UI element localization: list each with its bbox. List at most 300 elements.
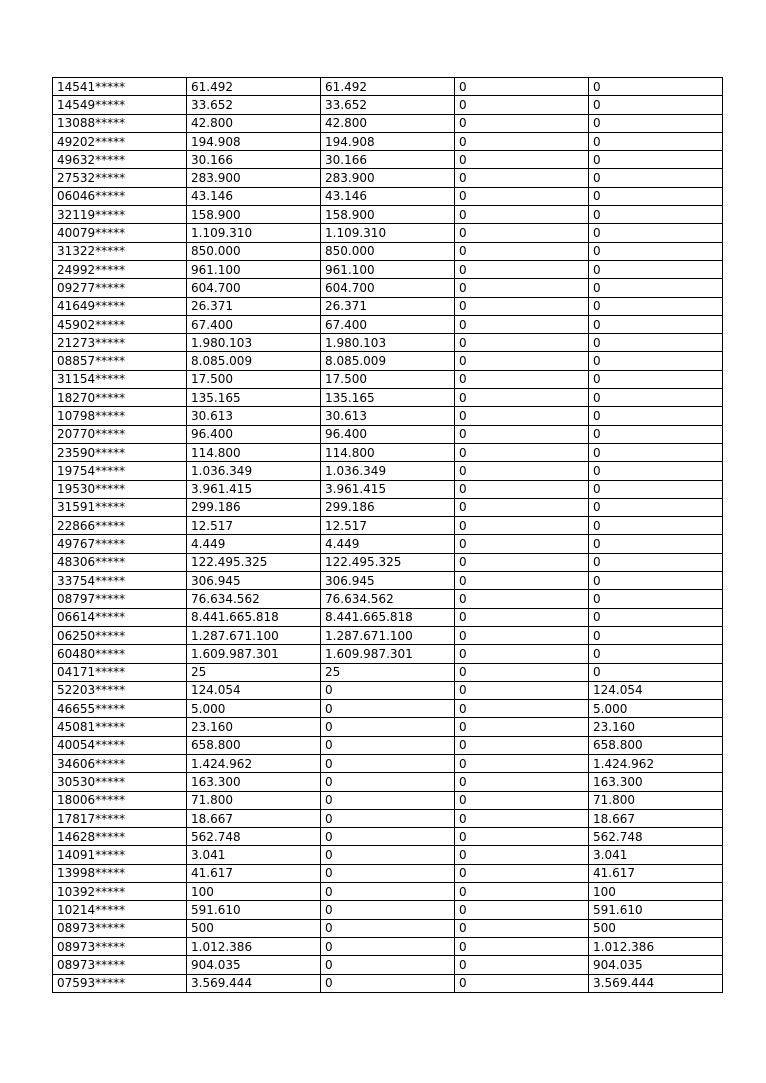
column-5-cell: 100 [589,883,723,901]
amount-cell: 122.495.325 [187,553,321,571]
column-4-cell: 0 [455,480,589,498]
id-cell: 19754***** [53,462,187,480]
id-cell: 60480***** [53,645,187,663]
table-row [53,718,723,736]
column-4-cell: 0 [455,828,589,846]
column-4-cell: 0 [455,736,589,754]
id-cell: 08797***** [53,590,187,608]
column-4-cell: 0 [455,443,589,461]
column-4-cell: 0 [455,681,589,699]
column-3-cell: 0 [321,919,455,937]
column-5-cell: 0 [589,626,723,644]
column-3-cell: 194.908 [321,132,455,150]
amount-cell: 1.980.103 [187,334,321,352]
column-5-cell: 0 [589,260,723,278]
table-row [53,151,723,169]
amount-cell: 100 [187,883,321,901]
id-cell: 08973***** [53,956,187,974]
table-row [53,498,723,516]
column-5-cell: 0 [589,462,723,480]
column-4-cell: 0 [455,462,589,480]
column-3-cell: 76.634.562 [321,590,455,608]
table-row [53,96,723,114]
amount-cell: 114.800 [187,443,321,461]
amount-cell: 25 [187,663,321,681]
column-5-cell: 23.160 [589,718,723,736]
column-4-cell: 0 [455,553,589,571]
column-4-cell: 0 [455,224,589,242]
table-row [53,828,723,846]
table-row [53,187,723,205]
id-cell: 10392***** [53,883,187,901]
column-5-cell: 0 [589,132,723,150]
column-3-cell: 299.186 [321,498,455,516]
column-4-cell: 0 [455,919,589,937]
column-3-cell: 0 [321,700,455,718]
amount-cell: 194.908 [187,132,321,150]
column-5-cell: 0 [589,407,723,425]
table-row [53,809,723,827]
amount-cell: 163.300 [187,773,321,791]
amount-cell: 591.610 [187,901,321,919]
column-3-cell: 0 [321,901,455,919]
amount-cell: 12.517 [187,517,321,535]
column-4-cell: 0 [455,809,589,827]
column-5-cell: 3.041 [589,846,723,864]
table-row [53,645,723,663]
column-3-cell: 4.449 [321,535,455,553]
column-3-cell: 26.371 [321,297,455,315]
amount-cell: 67.400 [187,315,321,333]
id-cell: 27532***** [53,169,187,187]
column-3-cell: 961.100 [321,260,455,278]
id-cell: 46655***** [53,700,187,718]
column-4-cell: 0 [455,334,589,352]
id-cell: 32119***** [53,206,187,224]
table-row [53,352,723,370]
column-5-cell: 0 [589,498,723,516]
table-row [53,919,723,937]
column-4-cell: 0 [455,773,589,791]
amount-cell: 71.800 [187,791,321,809]
amount-cell: 33.652 [187,96,321,114]
amount-cell: 8.441.665.818 [187,608,321,626]
column-5-cell: 1.012.386 [589,937,723,955]
id-cell: 49767***** [53,535,187,553]
column-3-cell: 67.400 [321,315,455,333]
column-5-cell: 0 [589,151,723,169]
column-5-cell: 562.748 [589,828,723,846]
amount-cell: 3.569.444 [187,974,321,992]
amount-cell: 306.945 [187,572,321,590]
column-4-cell: 0 [455,956,589,974]
amount-cell: 18.667 [187,809,321,827]
amount-cell: 4.449 [187,535,321,553]
table-row [53,791,723,809]
column-5-cell: 591.610 [589,901,723,919]
table-row [53,132,723,150]
amount-cell: 500 [187,919,321,937]
amount-cell: 23.160 [187,718,321,736]
amount-cell: 1.012.386 [187,937,321,955]
column-5-cell: 0 [589,645,723,663]
amount-cell: 562.748 [187,828,321,846]
id-cell: 40054***** [53,736,187,754]
column-4-cell: 0 [455,937,589,955]
table-row [53,901,723,919]
table-row [53,297,723,315]
amount-cell: 30.166 [187,151,321,169]
table-row [53,572,723,590]
id-cell: 08973***** [53,919,187,937]
column-4-cell: 0 [455,96,589,114]
amount-cell: 658.800 [187,736,321,754]
column-5-cell: 5.000 [589,700,723,718]
column-4-cell: 0 [455,206,589,224]
amount-cell: 8.085.009 [187,352,321,370]
amount-cell: 61.492 [187,78,321,96]
id-cell: 45902***** [53,315,187,333]
table-row [53,517,723,535]
column-5-cell: 0 [589,334,723,352]
column-3-cell: 122.495.325 [321,553,455,571]
id-cell: 18006***** [53,791,187,809]
data-table [52,77,723,993]
amount-cell: 1.609.987.301 [187,645,321,663]
column-5-cell: 0 [589,443,723,461]
column-4-cell: 0 [455,517,589,535]
column-4-cell: 0 [455,846,589,864]
column-4-cell: 0 [455,791,589,809]
id-cell: 20770***** [53,425,187,443]
column-5-cell: 41.617 [589,864,723,882]
column-3-cell: 158.900 [321,206,455,224]
column-3-cell: 135.165 [321,389,455,407]
column-5-cell: 0 [589,535,723,553]
column-3-cell: 1.036.349 [321,462,455,480]
column-3-cell: 0 [321,956,455,974]
amount-cell: 42.800 [187,114,321,132]
column-5-cell: 0 [589,315,723,333]
column-3-cell: 0 [321,718,455,736]
column-4-cell: 0 [455,260,589,278]
column-3-cell: 0 [321,828,455,846]
amount-cell: 1.109.310 [187,224,321,242]
id-cell: 48306***** [53,553,187,571]
id-cell: 07593***** [53,974,187,992]
id-cell: 49632***** [53,151,187,169]
column-5-cell: 0 [589,187,723,205]
table-row [53,864,723,882]
id-cell: 14091***** [53,846,187,864]
column-3-cell: 0 [321,937,455,955]
column-4-cell: 0 [455,864,589,882]
column-5-cell: 163.300 [589,773,723,791]
amount-cell: 299.186 [187,498,321,516]
column-4-cell: 0 [455,132,589,150]
amount-cell: 30.613 [187,407,321,425]
column-5-cell: 0 [589,169,723,187]
table-row [53,846,723,864]
amount-cell: 1.036.349 [187,462,321,480]
column-5-cell: 0 [589,206,723,224]
column-3-cell: 0 [321,809,455,827]
column-4-cell: 0 [455,645,589,663]
column-5-cell: 124.054 [589,681,723,699]
id-cell: 24992***** [53,260,187,278]
id-cell: 08973***** [53,937,187,955]
column-3-cell: 96.400 [321,425,455,443]
column-5-cell: 0 [589,370,723,388]
column-5-cell: 0 [589,78,723,96]
column-3-cell: 1.609.987.301 [321,645,455,663]
id-cell: 06046***** [53,187,187,205]
column-3-cell: 1.287.671.100 [321,626,455,644]
table-row [53,114,723,132]
column-5-cell: 0 [589,96,723,114]
column-5-cell: 1.424.962 [589,754,723,772]
table-row [53,462,723,480]
column-3-cell: 25 [321,663,455,681]
id-cell: 06250***** [53,626,187,644]
amount-cell: 17.500 [187,370,321,388]
column-4-cell: 0 [455,370,589,388]
column-3-cell: 42.800 [321,114,455,132]
column-4-cell: 0 [455,974,589,992]
column-3-cell: 30.166 [321,151,455,169]
id-cell: 31591***** [53,498,187,516]
column-3-cell: 0 [321,754,455,772]
column-4-cell: 0 [455,187,589,205]
table-row [53,443,723,461]
table-row [53,480,723,498]
column-5-cell: 0 [589,425,723,443]
column-5-cell: 0 [589,114,723,132]
column-4-cell: 0 [455,352,589,370]
column-3-cell: 33.652 [321,96,455,114]
column-5-cell: 18.667 [589,809,723,827]
id-cell: 34606***** [53,754,187,772]
amount-cell: 5.000 [187,700,321,718]
id-cell: 10214***** [53,901,187,919]
column-3-cell: 12.517 [321,517,455,535]
column-4-cell: 0 [455,498,589,516]
amount-cell: 1.287.671.100 [187,626,321,644]
column-4-cell: 0 [455,297,589,315]
column-5-cell: 0 [589,279,723,297]
id-cell: 13088***** [53,114,187,132]
column-3-cell: 0 [321,791,455,809]
table-row [53,315,723,333]
table-row [53,224,723,242]
column-3-cell: 0 [321,681,455,699]
table-row [53,681,723,699]
id-cell: 45081***** [53,718,187,736]
table-row [53,169,723,187]
column-3-cell: 0 [321,864,455,882]
table-row [53,883,723,901]
column-3-cell: 0 [321,736,455,754]
id-cell: 21273***** [53,334,187,352]
column-4-cell: 0 [455,718,589,736]
column-4-cell: 0 [455,78,589,96]
column-4-cell: 0 [455,407,589,425]
id-cell: 49202***** [53,132,187,150]
column-5-cell: 904.035 [589,956,723,974]
amount-cell: 96.400 [187,425,321,443]
column-4-cell: 0 [455,663,589,681]
table-row [53,206,723,224]
column-4-cell: 0 [455,425,589,443]
table-row [53,407,723,425]
column-3-cell: 61.492 [321,78,455,96]
column-5-cell: 71.800 [589,791,723,809]
amount-cell: 904.035 [187,956,321,974]
table-row [53,389,723,407]
id-cell: 30530***** [53,773,187,791]
id-cell: 22866***** [53,517,187,535]
id-cell: 04171***** [53,663,187,681]
table-row [53,242,723,260]
column-4-cell: 0 [455,242,589,260]
column-5-cell: 0 [589,517,723,535]
id-cell: 09277***** [53,279,187,297]
column-5-cell: 0 [589,608,723,626]
table-row [53,590,723,608]
amount-cell: 26.371 [187,297,321,315]
column-4-cell: 0 [455,700,589,718]
id-cell: 14628***** [53,828,187,846]
amount-cell: 3.041 [187,846,321,864]
amount-cell: 124.054 [187,681,321,699]
column-4-cell: 0 [455,626,589,644]
column-3-cell: 0 [321,883,455,901]
column-5-cell: 0 [589,553,723,571]
table-row [53,553,723,571]
amount-cell: 3.961.415 [187,480,321,498]
column-3-cell: 0 [321,846,455,864]
id-cell: 13998***** [53,864,187,882]
table-row [53,937,723,955]
column-5-cell: 500 [589,919,723,937]
column-4-cell: 0 [455,169,589,187]
column-5-cell: 0 [589,572,723,590]
column-3-cell: 17.500 [321,370,455,388]
table-row [53,663,723,681]
id-cell: 06614***** [53,608,187,626]
column-5-cell: 0 [589,297,723,315]
column-3-cell: 3.961.415 [321,480,455,498]
column-3-cell: 114.800 [321,443,455,461]
amount-cell: 1.424.962 [187,754,321,772]
column-3-cell: 30.613 [321,407,455,425]
table-row [53,535,723,553]
column-4-cell: 0 [455,389,589,407]
id-cell: 14541***** [53,78,187,96]
column-3-cell: 850.000 [321,242,455,260]
column-3-cell: 8.441.665.818 [321,608,455,626]
column-3-cell: 8.085.009 [321,352,455,370]
column-5-cell: 0 [589,590,723,608]
id-cell: 33754***** [53,572,187,590]
column-5-cell: 0 [589,242,723,260]
table-row [53,974,723,992]
table-row [53,425,723,443]
column-3-cell: 604.700 [321,279,455,297]
id-cell: 19530***** [53,480,187,498]
id-cell: 10798***** [53,407,187,425]
id-cell: 14549***** [53,96,187,114]
column-4-cell: 0 [455,883,589,901]
column-4-cell: 0 [455,572,589,590]
amount-cell: 961.100 [187,260,321,278]
column-4-cell: 0 [455,754,589,772]
column-5-cell: 3.569.444 [589,974,723,992]
table-row [53,370,723,388]
column-3-cell: 0 [321,974,455,992]
table-row [53,608,723,626]
column-3-cell: 1.980.103 [321,334,455,352]
column-3-cell: 43.146 [321,187,455,205]
column-4-cell: 0 [455,279,589,297]
id-cell: 17817***** [53,809,187,827]
column-4-cell: 0 [455,608,589,626]
column-3-cell: 283.900 [321,169,455,187]
amount-cell: 41.617 [187,864,321,882]
table-row [53,736,723,754]
column-3-cell: 0 [321,773,455,791]
table-row [53,334,723,352]
table-row [53,700,723,718]
column-4-cell: 0 [455,315,589,333]
amount-cell: 604.700 [187,279,321,297]
column-4-cell: 0 [455,114,589,132]
id-cell: 23590***** [53,443,187,461]
column-4-cell: 0 [455,151,589,169]
table-row [53,279,723,297]
amount-cell: 135.165 [187,389,321,407]
column-4-cell: 0 [455,590,589,608]
id-cell: 40079***** [53,224,187,242]
amount-cell: 76.634.562 [187,590,321,608]
id-cell: 31322***** [53,242,187,260]
amount-cell: 158.900 [187,206,321,224]
table-row [53,956,723,974]
amount-cell: 850.000 [187,242,321,260]
column-5-cell: 0 [589,389,723,407]
table-row [53,754,723,772]
column-3-cell: 1.109.310 [321,224,455,242]
table-row [53,260,723,278]
column-4-cell: 0 [455,901,589,919]
table-row [53,773,723,791]
column-5-cell: 658.800 [589,736,723,754]
table-body [53,78,723,993]
id-cell: 41649***** [53,297,187,315]
table-row [53,78,723,96]
amount-cell: 43.146 [187,187,321,205]
id-cell: 31154***** [53,370,187,388]
column-5-cell: 0 [589,663,723,681]
id-cell: 08857***** [53,352,187,370]
column-5-cell: 0 [589,352,723,370]
column-5-cell: 0 [589,224,723,242]
column-5-cell: 0 [589,480,723,498]
id-cell: 52203***** [53,681,187,699]
table-row [53,626,723,644]
amount-cell: 283.900 [187,169,321,187]
column-3-cell: 306.945 [321,572,455,590]
